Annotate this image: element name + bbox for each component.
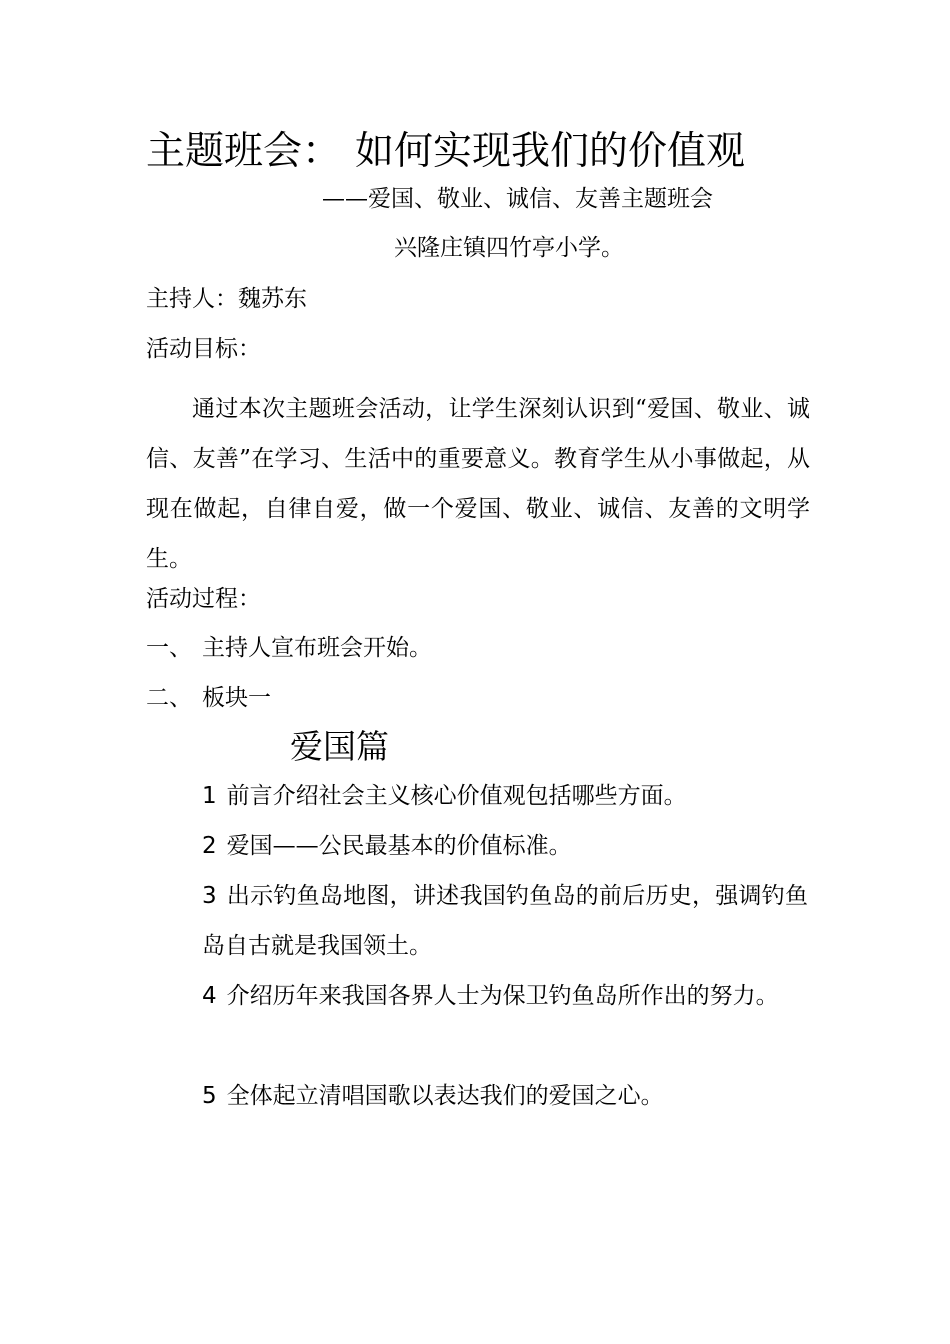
item-number: 3 [202, 883, 217, 909]
step-item [146, 683, 271, 713]
host-line: 主持人：魏苏东 [146, 286, 307, 312]
section-title: 爱国篇 [290, 727, 389, 766]
document-title [146, 128, 745, 176]
list-item [202, 871, 808, 971]
title-main: 如何实现我们的价值观 [355, 129, 746, 174]
list-item [202, 1071, 808, 1121]
item-text: 爱国——公民最基本的价值标准。 [226, 833, 572, 859]
item-text: 前言介绍社会主义核心价值观包括哪些方面。 [226, 783, 687, 809]
list-item [202, 821, 808, 871]
item-number: 5 [202, 1083, 217, 1109]
process-label: 活动过程： [146, 586, 261, 612]
school-name: 兴隆庄镇四竹亭小学。 [394, 235, 624, 261]
step-number: 二、 [146, 685, 192, 711]
item-text: 全体起立清唱国歌以表达我们的爱国之心。 [226, 1083, 664, 1109]
list-item [202, 771, 808, 821]
goal-label: 活动目标： [146, 336, 261, 362]
step-text: 主持人宣布班会开始。 [202, 635, 432, 661]
goal-paragraph: 通过本次主题班会活动，让学生深刻认识到“爱国、敬业、诚信、友善”在学习、生活中的重要意义。教育学生从小事做起，从现在做起，自律自爱，做一个爱国、敬业、诚信、友善的文明学生。 [146, 396, 810, 572]
item-text: 出示钓鱼岛地图，讲述我国钓鱼岛的前后历史，强调钓鱼岛自古就是我国领土。 [202, 883, 808, 959]
item-number: 2 [202, 833, 217, 859]
item-text: 介绍历年来我国各界人士为保卫钓鱼岛所作出的努力。 [226, 983, 779, 1009]
list-item [202, 971, 808, 1021]
title-prefix: 主题班会： [146, 129, 342, 174]
item-number: 1 [202, 783, 217, 809]
step-number: 一、 [146, 635, 192, 661]
item-number: 4 [202, 983, 217, 1009]
step-item [146, 633, 432, 663]
subtitle: ——爱国、敬业、诚信、友善主题班会 [322, 186, 713, 212]
step-text: 板块一 [202, 685, 271, 711]
